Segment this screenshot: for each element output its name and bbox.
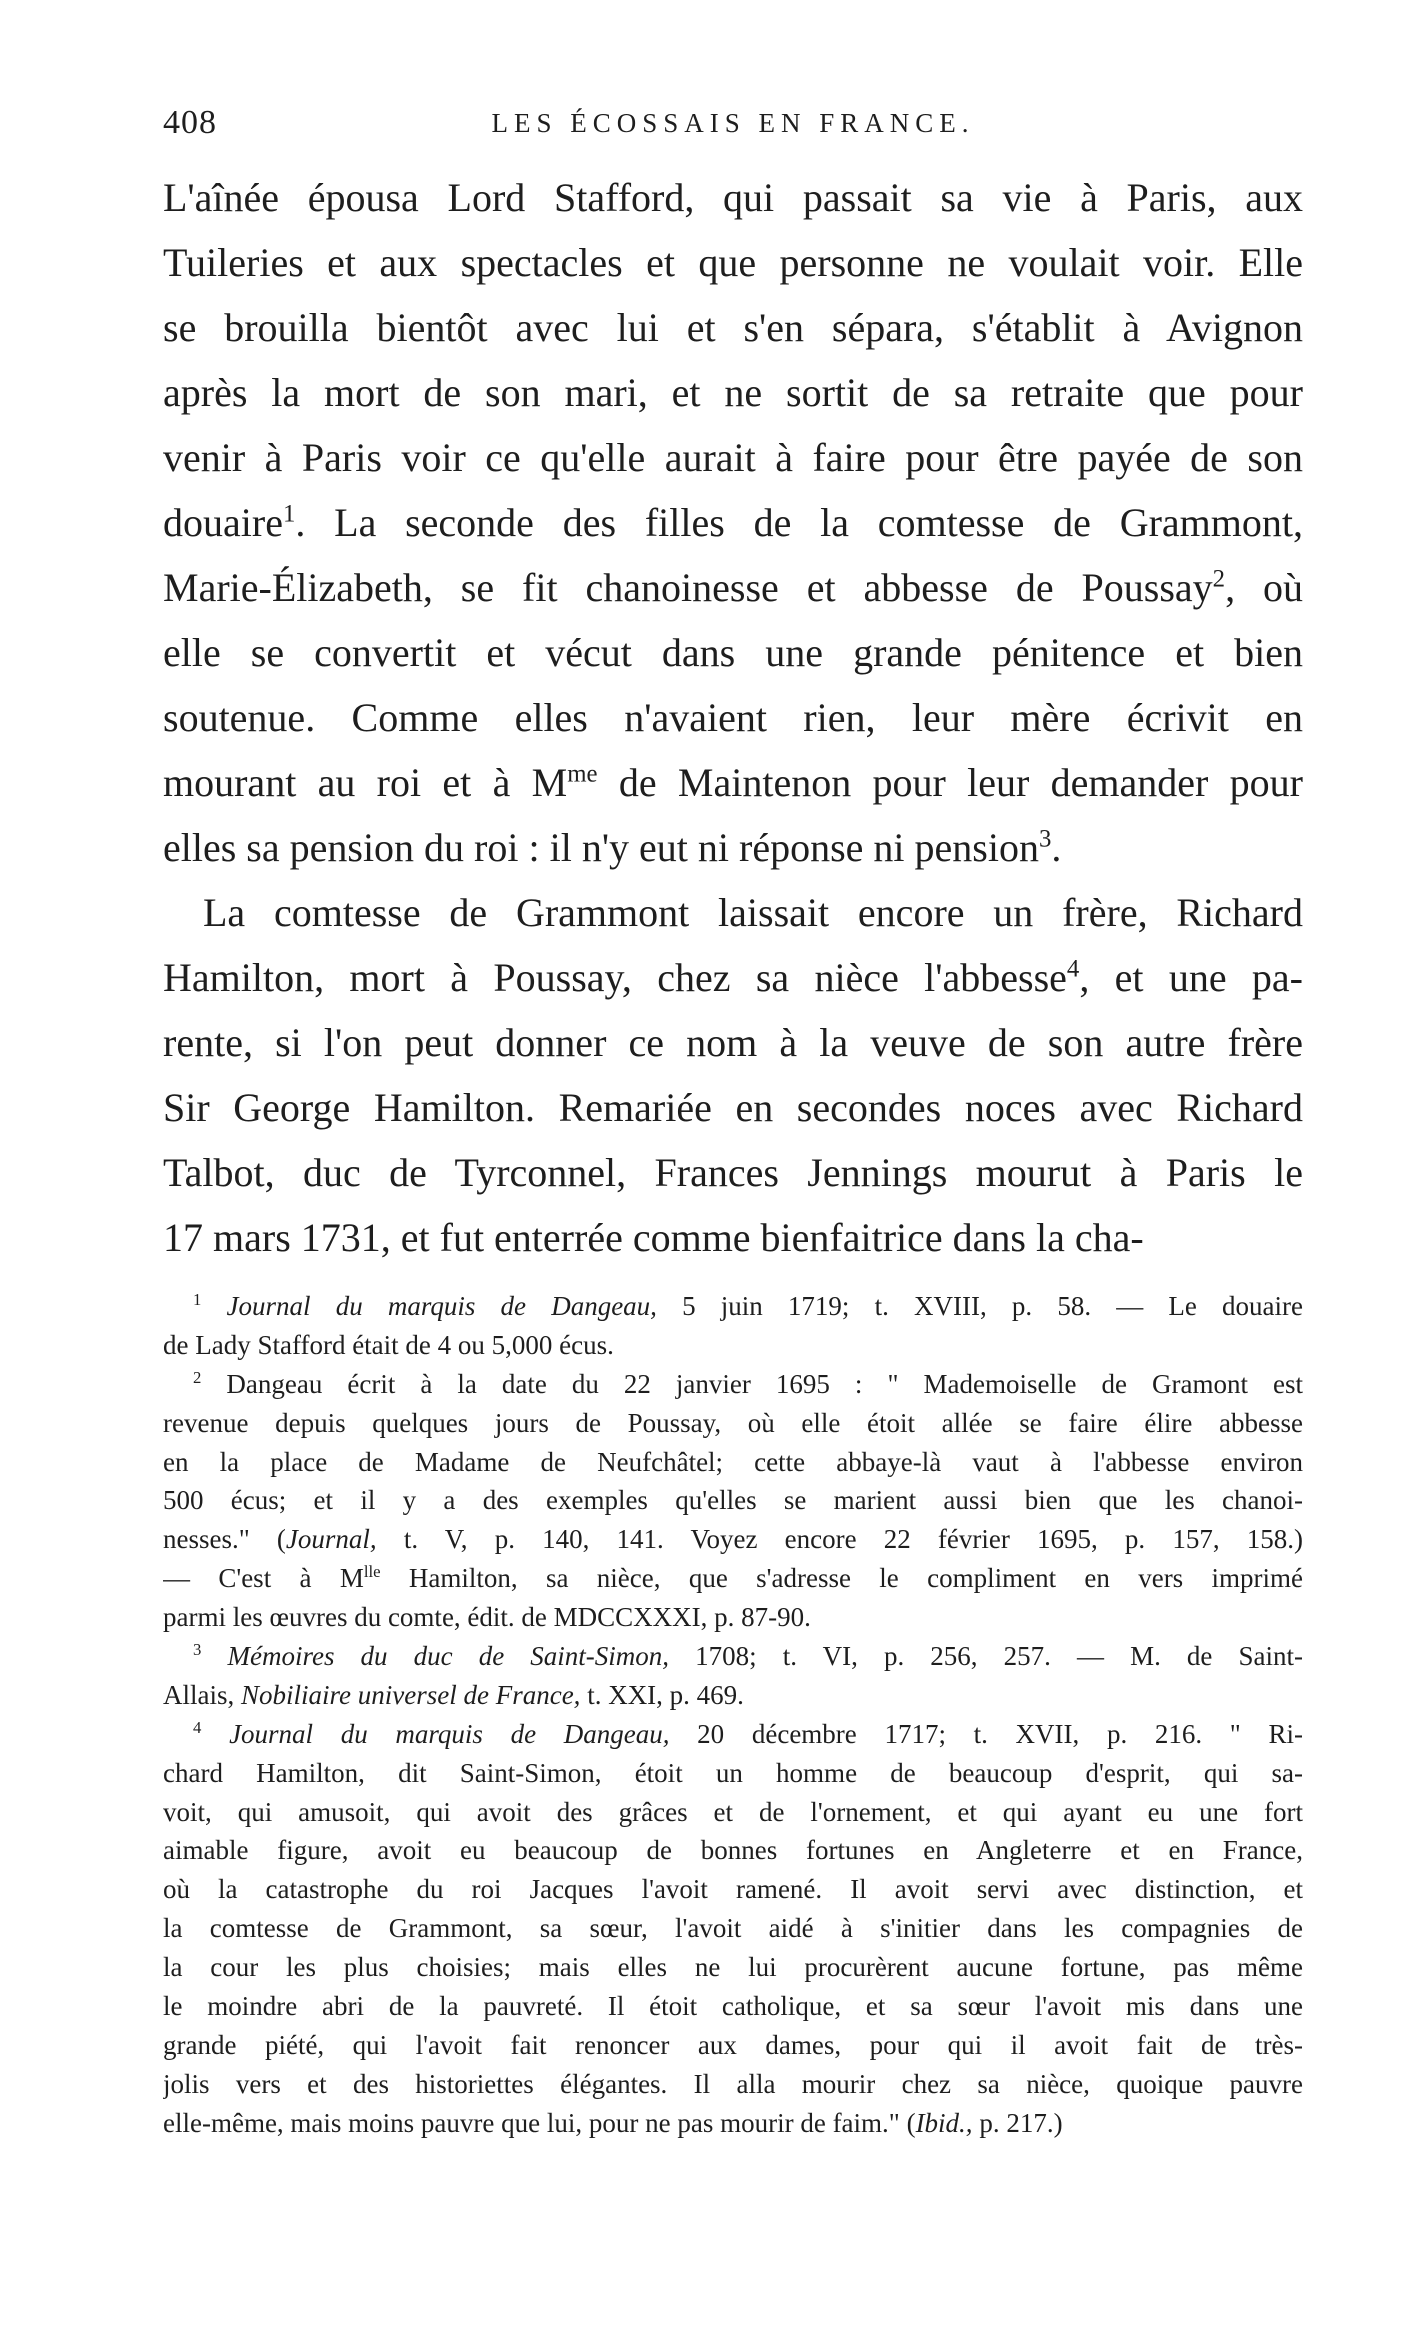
text-run: mourant au roi et à M: [163, 760, 568, 805]
text-run: chard Hamilton, dit Saint-Simon, étoit un homme de beaucoup d'esprit, qui sa-: [163, 1757, 1303, 1788]
text-run: t. XXI, p. 469.: [580, 1679, 744, 1710]
text-line: [163, 165, 1303, 230]
text-run: L'aînée épousa Lord Stafford, qui passait sa vie à Paris, aux: [163, 175, 1303, 220]
note-reference: 3: [193, 1640, 202, 1660]
footnote-line: [163, 1287, 1303, 1326]
italic-title: Journal du marquis de Dangeau,: [229, 1718, 670, 1749]
text-run: venir à Paris voir ce qu'elle aurait à faire pour être payée de son: [163, 435, 1303, 480]
note-reference: 1: [193, 1290, 202, 1309]
text-run: Tuileries et aux spectacles et que personne ne voulait voir. Elle: [163, 240, 1303, 285]
text-line: [163, 230, 1303, 295]
footnotes: [163, 1287, 1303, 2143]
text-run: soutenue. Comme elles n'avaient rien, leur mère écrivit en: [163, 695, 1303, 740]
footnote-line: [163, 1404, 1303, 1443]
italic-title: Mémoires du duc de Saint-Simon,: [227, 1641, 670, 1672]
italic-title: Nobiliaire universel de France,: [241, 1679, 581, 1710]
text-run: [201, 1641, 227, 1671]
text-run: t. V, p. 140, 141. Voyez encore 22 février 1695, p. 157, 158.): [376, 1524, 1303, 1555]
text-run: Dangeau écrit à la date du 22 janvier 1695 : " Mademoiselle de Gramont est: [201, 1368, 1303, 1399]
text-run: 5 juin 1719; t. XVIII, p. 58. — Le douaire: [656, 1291, 1303, 1321]
text-run: de Lady Stafford était de 4 ou 5,000 écus.: [163, 1329, 614, 1360]
text-line: [163, 945, 1303, 1010]
footnote-line: [163, 1520, 1303, 1559]
text-run: . La seconde des filles de la comtesse de Grammont,: [295, 500, 1303, 545]
text-run: la comtesse de Grammont, sa sœur, l'avoit aidé à s'initier dans les compagnies de: [163, 1913, 1303, 1944]
text-line: [163, 295, 1303, 360]
footnote-line: [163, 1676, 1303, 1715]
text-run: Marie-Élizabeth, se fit chanoinesse et abbesse de Poussay: [163, 565, 1213, 610]
note-reference: 4: [1066, 955, 1080, 983]
text-run: rente, si l'on peut donner ce nom à la veuve de son autre frère: [163, 1020, 1303, 1065]
page-number: 408: [163, 104, 217, 141]
main-text: [163, 165, 1303, 1270]
footnote-line: [163, 2026, 1303, 2065]
italic-title: Ibid.,: [915, 2107, 973, 2138]
text-line: [163, 555, 1303, 620]
text-line: [163, 490, 1303, 555]
footnote-line: [163, 2065, 1303, 2104]
text-run: 500 écus; et il y a des exemples qu'elles se marient aussi bien que les chanoi-: [163, 1485, 1303, 1516]
footnote-line: [163, 1754, 1303, 1793]
text-line: [163, 880, 1303, 945]
text-line: [163, 425, 1303, 490]
footnote-line: [163, 1909, 1303, 1948]
italic-title: Journal,: [285, 1524, 377, 1555]
footnote-line: [163, 1598, 1303, 1637]
text-run: où la catastrophe du roi Jacques l'avoit ramené. Il avoit servi avec distinction, et: [163, 1874, 1303, 1905]
footnote-line: [163, 1365, 1303, 1404]
text-line: [163, 620, 1303, 685]
footnote-line: [163, 1870, 1303, 1909]
text-run: le moindre abri de la pauvreté. Il étoit catholique, et sa sœur l'avoit mis dans une: [163, 1991, 1303, 2022]
text-run: nesses." (: [163, 1524, 286, 1555]
text-run: aimable figure, avoit eu beaucoup de bonnes fortunes en Angleterre et en France,: [163, 1835, 1303, 1866]
footnote-line: [163, 2104, 1303, 2143]
note-reference: 4: [193, 1717, 202, 1737]
text-line: [163, 750, 1303, 815]
text-run: elle-même, mais moins pauvre que lui, pour ne pas mourir de faim." (: [163, 2107, 916, 2138]
text-run: p. 217.): [972, 2107, 1063, 2138]
text-run: La comtesse de Grammont laissait encore un frère, Richard: [203, 890, 1303, 935]
text-line: [163, 360, 1303, 425]
footnote-line: [163, 1481, 1303, 1520]
text-line: [163, 1205, 1303, 1270]
text-run: [201, 1291, 226, 1321]
text-line: [163, 685, 1303, 750]
footnote-line: [163, 1948, 1303, 1987]
text-run: [201, 1719, 229, 1749]
text-line: [163, 1075, 1303, 1140]
footnote-line: [163, 1715, 1303, 1754]
text-run: revenue depuis quelques jours de Poussay, où elle étoit allée se faire élire abbesse: [163, 1407, 1303, 1438]
text-run: Talbot, duc de Tyrconnel, Frances Jennings mourut à Paris le: [163, 1150, 1303, 1195]
text-run: la cour les plus choisies; mais elles ne lui procurèrent aucune fortune, pas même: [163, 1952, 1303, 1983]
italic-title: Journal du marquis de Dangeau,: [226, 1291, 657, 1321]
text-run: de Maintenon pour leur demander pour: [597, 760, 1303, 805]
footnote-line: [163, 1831, 1303, 1870]
text-run: 17 mars 1731, et fut enterrée comme bienfaitrice dans la cha-: [163, 1215, 1144, 1260]
text-run: se brouilla bientôt avec lui et s'en sépara, s'établit à Avignon: [163, 305, 1303, 350]
text-run: .: [1051, 825, 1062, 870]
text-run: Hamilton, sa nièce, que s'adresse le compliment en vers imprimé: [380, 1563, 1303, 1594]
text-run: Hamilton, mort à Poussay, chez sa nièce l'abbesse: [163, 955, 1067, 1000]
footnote-line: [163, 1987, 1303, 2026]
text-run: après la mort de son mari, et ne sortit de sa retraite que pour: [163, 370, 1303, 415]
footnote-line: [163, 1559, 1303, 1598]
text-run: , où: [1225, 565, 1303, 610]
footnote-line: [163, 1637, 1303, 1676]
note-reference: 3: [1038, 825, 1052, 853]
text-run: parmi les œuvres du comte, édit. de MDCCXXXI, p. 87-90.: [163, 1602, 811, 1633]
text-run: — C'est à M: [163, 1563, 364, 1594]
text-run: elle se convertit et vécut dans une grande pénitence et bien: [163, 630, 1303, 675]
text-run: 20 décembre 1717; t. XVII, p. 216. " Ri-: [669, 1718, 1303, 1749]
text-run: , et une pa-: [1079, 955, 1303, 1000]
text-run: en la place de Madame de Neufchâtel; cette abbaye-là vaut à l'abbesse environ: [163, 1446, 1303, 1477]
page-header: [163, 104, 1303, 148]
note-reference: 2: [193, 1367, 202, 1387]
note-reference: 2: [1212, 565, 1226, 593]
running-title: LES ÉCOSSAIS EN FRANCE.: [491, 108, 975, 138]
text-line: [163, 815, 1303, 880]
text-run: grande piété, qui l'avoit fait renoncer aux dames, pour qui il avoit fait de très-: [163, 2029, 1303, 2060]
text-run: elles sa pension du roi : il n'y eut ni réponse ni pension: [163, 825, 1039, 870]
footnote-line: [163, 1443, 1303, 1482]
note-reference: lle: [363, 1562, 381, 1582]
footnote-line: [163, 1326, 1303, 1365]
text-run: voit, qui amusoit, qui avoit des grâces et de l'ornement, et qui ayant eu une fort: [163, 1796, 1303, 1827]
note-reference: me: [567, 760, 598, 788]
text-run: 1708; t. VI, p. 256, 257. — M. de Saint-: [669, 1641, 1303, 1672]
footnote-line: [163, 1793, 1303, 1832]
text-line: [163, 1140, 1303, 1205]
text-run: Sir George Hamilton. Remariée en secondes noces avec Richard: [163, 1085, 1303, 1130]
text-line: [163, 1010, 1303, 1075]
note-reference: 1: [282, 500, 296, 528]
text-run: jolis vers et des historiettes élégantes. Il alla mourir chez sa nièce, quoique pauvre: [163, 2068, 1303, 2099]
text-run: Allais,: [163, 1679, 241, 1710]
text-run: douaire: [163, 500, 283, 545]
